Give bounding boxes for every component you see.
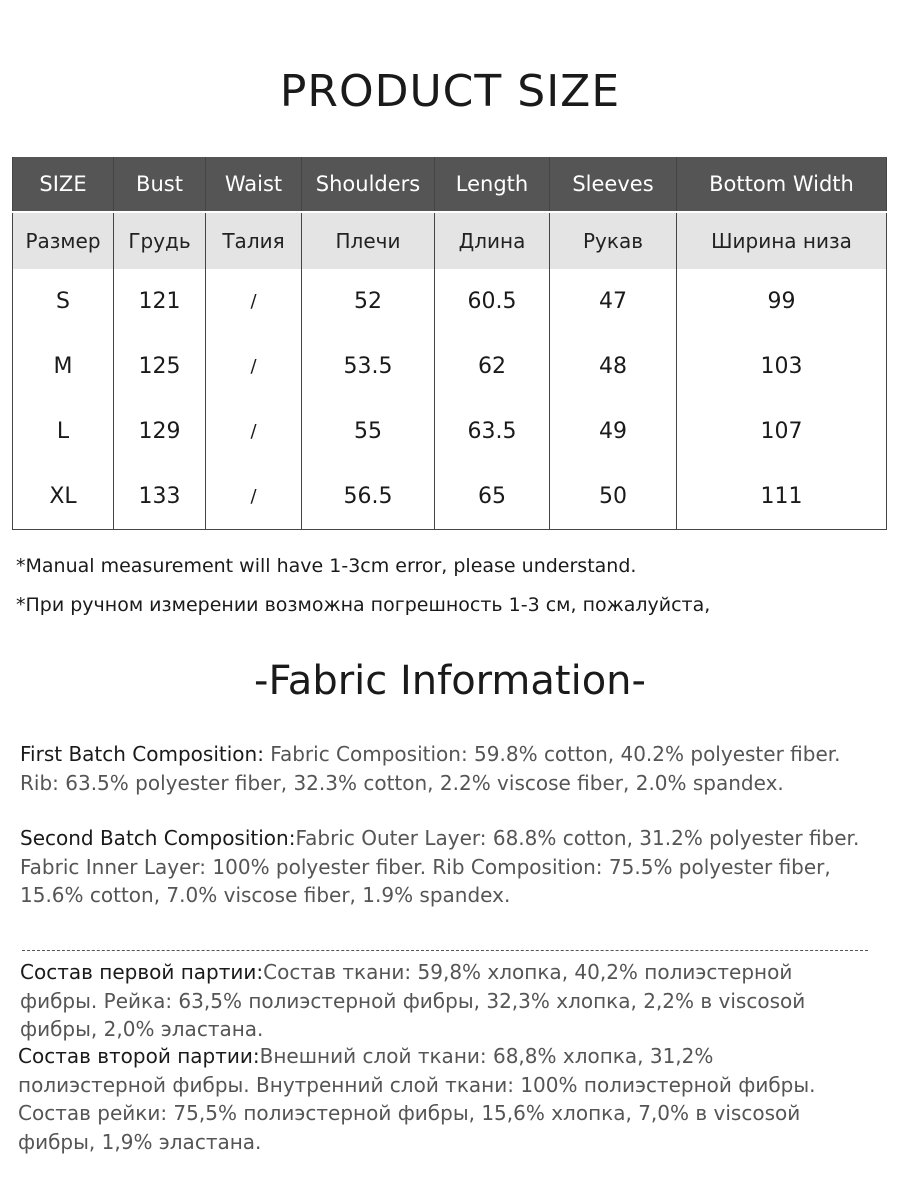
header-ru-shoulders: Плечи — [302, 212, 435, 269]
header-ru-size: Размер — [13, 212, 114, 269]
table-cell: 55 — [302, 399, 435, 464]
ru-first-batch-text: Состав ткани: 59,8% хлопка, 40,2% полиэстерной фибры. Рейка: 63,5% полиэстерной фибры, 32,3% хлопка, 2,2% в viscosой фибры, 2,0% эластана. — [20, 960, 806, 1041]
table-cell: 111 — [677, 464, 887, 530]
table-cell: 63.5 — [435, 399, 550, 464]
table-cell: 56.5 — [302, 464, 435, 530]
table-cell: 50 — [550, 464, 677, 530]
ru-first-batch-composition — [20, 958, 860, 1044]
table-cell: / — [206, 269, 302, 334]
first-batch-composition — [20, 740, 860, 797]
table-cell: 121 — [114, 269, 206, 334]
header-bottom-width: Bottom Width — [677, 157, 887, 212]
table-cell: 107 — [677, 399, 887, 464]
header-ru-bust: Грудь — [114, 212, 206, 269]
size-table — [12, 157, 887, 530]
dashed-divider — [22, 950, 868, 951]
table-cell: 103 — [677, 334, 887, 399]
ru-second-batch-composition — [18, 1042, 858, 1156]
ru-second-batch-label: Состав второй партии: — [18, 1044, 260, 1068]
header-ru-bottom-width: Ширина низа — [677, 212, 887, 269]
header-ru-length: Длина — [435, 212, 550, 269]
header-ru-waist: Талия — [206, 212, 302, 269]
table-cell: XL — [49, 484, 77, 509]
second-batch-label: Second Batch Composition: — [20, 826, 296, 850]
second-batch-composition — [20, 824, 860, 910]
ru-first-batch-label: Состав первой партии: — [20, 960, 264, 984]
table-cell: 65 — [435, 464, 550, 530]
header-ru-sleeves: Рукав — [550, 212, 677, 269]
measurement-note-ru: *При ручном измерении возможна погрешность 1-3 см, пожалуйста, — [16, 594, 711, 616]
table-cell: 60.5 — [435, 269, 550, 334]
table-cell: S — [56, 289, 70, 314]
table-cell: 47 — [550, 269, 677, 334]
table-header-ru — [13, 212, 887, 269]
table-cell: 48 — [550, 334, 677, 399]
table-cell: M — [53, 354, 73, 379]
page-title: PRODUCT SIZE — [279, 66, 621, 117]
first-batch-label: First Batch Composition: — [20, 742, 264, 766]
table-cell: 133 — [114, 464, 206, 530]
table-cell: 52 — [302, 269, 435, 334]
table-cell: 129 — [114, 399, 206, 464]
table-cell: / — [206, 464, 302, 530]
fabric-section-title: -Fabric Information- — [254, 658, 646, 704]
table-cell: 125 — [114, 334, 206, 399]
second-batch-text: Fabric Outer Layer: 68.8% cotton, 31.2% polyester fiber. Fabric Inner Layer: 100% polyester fiber. Rib Composition: 75.5% polyester fiber, 15.6% cotton, 7.0% viscose fiber, 1.9% spandex. — [20, 826, 860, 907]
header-waist: Waist — [206, 157, 302, 212]
header-shoulders: Shoulders — [302, 157, 435, 212]
header-size: SIZE — [13, 157, 114, 212]
table-row — [13, 399, 887, 464]
table-cell: 53.5 — [302, 334, 435, 399]
table-cell: 62 — [435, 334, 550, 399]
table-cell: L — [56, 419, 70, 444]
table-row — [13, 334, 887, 399]
table-cell: 99 — [677, 269, 887, 334]
table-row — [13, 269, 887, 334]
table-row — [13, 464, 887, 530]
header-sleeves: Sleeves — [550, 157, 677, 212]
header-length: Length — [435, 157, 550, 212]
measurement-note-en: *Manual measurement will have 1-3cm error, please understand. — [16, 555, 637, 577]
header-bust: Bust — [114, 157, 206, 212]
table-header-en — [13, 157, 887, 212]
table-cell: / — [206, 334, 302, 399]
first-batch-text: Fabric Composition: 59.8% cotton, 40.2% polyester fiber. Rib: 63.5% polyester fiber, 32.3% cotton, 2.2% viscose fiber, 2.0% spandex. — [20, 742, 841, 795]
table-cell: / — [206, 399, 302, 464]
ru-second-batch-text: Внешний слой ткани: 68,8% хлопка, 31,2% полиэстерной фибры. Внутренний слой ткани: 100% полиэстерной фибры. Состав рейки: 75,5% полиэстерной фибры, 15,6% хлопка, 7,0% в viscosой фибры, 1,9% эластана. — [18, 1044, 816, 1154]
table-cell: 49 — [550, 399, 677, 464]
